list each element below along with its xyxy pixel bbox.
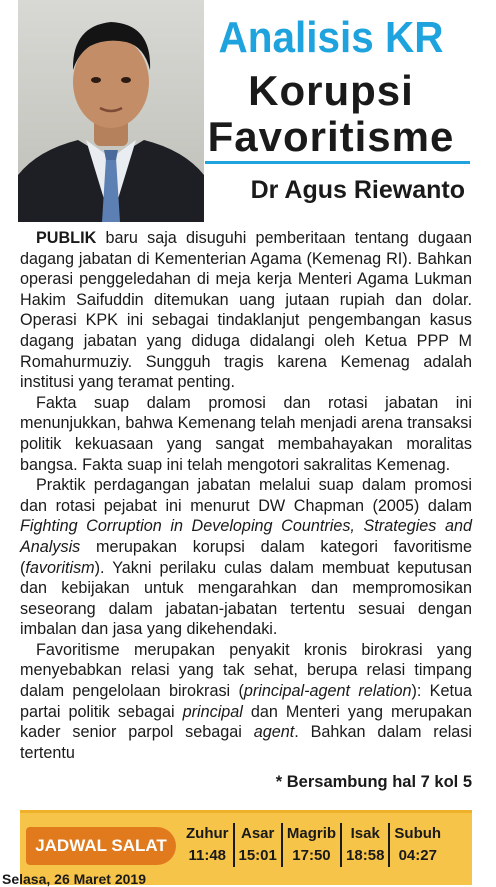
prayer-date: Selasa, 26 Maret 2019 <box>2 871 146 887</box>
paragraph-1 <box>20 228 472 393</box>
paragraph-3-text-e: ). Yakni perilaku culas dalam membuat keputusan dan kebijakan untuk mengarahkan dan mempromosikan seseorang dalam jabatan-jabatan tertentu sesuai dengan imbalan dan jasa yang dikehendaki. <box>20 558 472 639</box>
paragraph-4 <box>20 640 472 764</box>
prayer-name: Isak <box>341 823 389 845</box>
author-photo <box>18 0 204 222</box>
prayer-time: 17:50 <box>282 845 341 867</box>
author-portrait-illustration <box>18 0 204 222</box>
paragraph-3 <box>20 475 472 640</box>
paragraph-4-text-g: . Bahkan dalam relasi tertentu <box>20 723 472 762</box>
prayer-schedule-band <box>2 810 472 887</box>
paragraph-4-text-a: Favoritisme merupakan penyakit kronis birokrasi yang menyebabkan relasi yang tak sehat, berupa relasi timpang dalam pengelolaan birokrasi ( <box>20 640 472 701</box>
prayer-name: Zuhur <box>186 825 229 842</box>
paragraph-3-text-c: merupakan korupsi dalam kategori favoritisme ( <box>20 537 472 577</box>
article-header <box>0 0 496 222</box>
prayer-times-table <box>182 823 445 867</box>
paragraph-2: Fakta suap dalam promosi dan rotasi jabatan ini menunjukkan, bahwa Kemenang telah menjadi arena transaksi politik kekuasaan yang sangat membahayakan moralitas bangsa. Fakta suap ini telah mengotori sakralitas Kemenag. <box>20 393 472 474</box>
term-principal: principal <box>182 702 243 721</box>
book-title: Fighting Corruption in Developing Countries, Strategies and Analysis <box>20 517 472 556</box>
column-kicker: Analisis KR <box>218 13 444 62</box>
prayer-name: Subuh <box>389 823 445 845</box>
author-byline: Dr Agus Riewanto <box>250 176 465 204</box>
paragraph-3-text-a: Praktik perdagangan jabatan melalui suap dalam promosi dan rotasi pejabat ini menurut DW Chapman (2005) dalam <box>20 476 472 515</box>
lead-word: PUBLIK <box>36 229 97 247</box>
header-divider <box>205 161 470 164</box>
prayer-name: Asar <box>234 823 282 845</box>
prayer-time: 04:27 <box>389 845 445 867</box>
paragraph-4-text-e: dan Menteri yang merupakan kader senior parpol sebagai <box>20 702 473 742</box>
headline-line-1: Korupsi <box>248 67 414 114</box>
article-body <box>20 228 472 763</box>
prayer-time: 15:01 <box>234 845 282 867</box>
prayer-schedule-label: JADWAL SALAT <box>26 827 176 865</box>
prayer-time: 11:48 <box>188 847 227 864</box>
term-agent: agent <box>253 723 295 742</box>
paragraph-4-text-c: ): Ketua partai politik sebagai <box>20 682 472 721</box>
headline-line-2: Favoritisme <box>207 113 455 160</box>
prayer-time: 18:58 <box>341 845 389 867</box>
prayer-name: Magrib <box>282 823 341 845</box>
paragraph-1-text: baru saja disuguhi pemberitaan tentang dugaan dagang jabatan di Kementerian Agama (Kemenag RI). Bahkan operasi penggeledahan di meja kerja Menteri Agama Lukman Hakim Saifuddin ditemukan uang jutaan rupiah dan dolar. Operasi KPK ini sebagai tindaklanjut pengembangan kasus dagang jabatan yang diduga didalangi oleh Ketua PPP M Romahurmuziy. Sungguh tragis karena Kemenag adalah institusi yang teramat penting. <box>20 229 472 392</box>
continuation-note: * Bersambung hal 7 kol 5 <box>275 773 472 791</box>
term-favoritism: favoritism <box>25 558 95 577</box>
prayer-names-row <box>182 823 445 845</box>
term-principal-agent: principal-agent relation <box>243 682 412 701</box>
prayer-times-row <box>182 845 445 867</box>
